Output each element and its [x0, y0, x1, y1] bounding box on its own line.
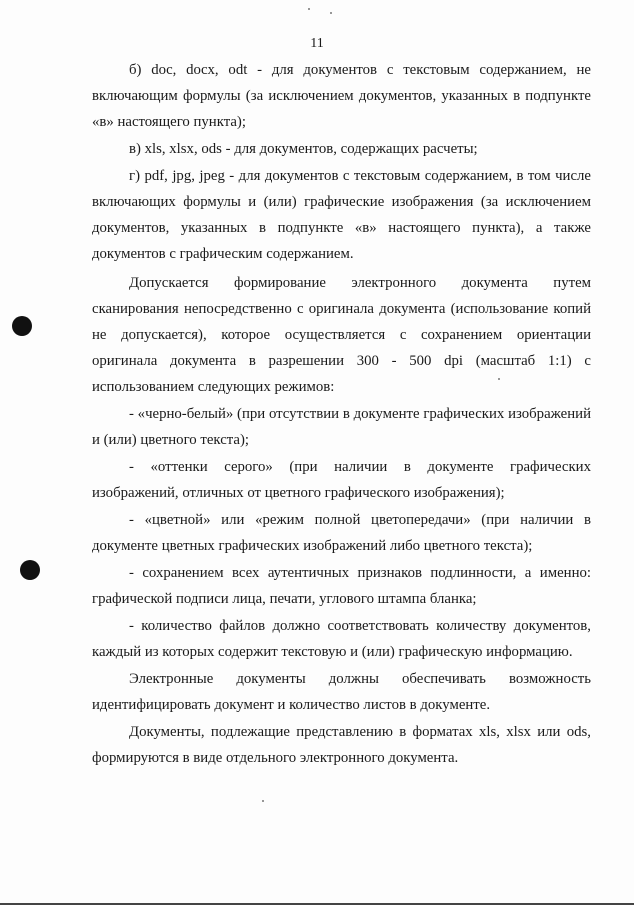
paragraph-v: в) xls, xlsx, ods - для документов, содержащих расчеты;: [129, 141, 478, 157]
scan-speck: [308, 8, 310, 10]
paragraph-g: г) pdf, jpg, jpeg - для документов с текстовым содержанием, в том числе включающих формулы и (или) графические изображения (за исключением документов, указанных в подпункте «в» настоящего пункта), а также документов с графическим содержанием.: [92, 168, 591, 262]
page-number: 11: [310, 36, 324, 51]
paragraph-identification: Электронные документы должны обеспечивать возможность идентифицировать документ и количество листов в документе.: [92, 671, 591, 713]
scan-speck: [330, 12, 332, 14]
paragraph-scanning: Допускается формирование электронного документа путем сканирования непосредственно с оригинала документа (использование копий не допускается), которое осуществляется с сохранением ориентации оригинала документа в разрешении 300 - 500 dpi (масштаб 1:1) с использованием следующих режимов:: [92, 275, 591, 395]
punch-hole-bottom: [20, 560, 40, 580]
paragraph-spreadsheet-format: Документы, подлежащие представлению в форматах xls, xlsx или ods, формируются в виде отдельного электронного документа.: [92, 724, 591, 766]
document-body: [92, 57, 591, 771]
punch-hole-top: [12, 316, 32, 336]
paragraph-b: б) doc, docx, odt - для документов с текстовым содержанием, не включающим формулы (за исключением документов, указанных в подпункте «в» настоящего пункта);: [92, 62, 591, 130]
list-item-file-count: - количество файлов должно соответствовать количеству документов, каждый из которых содержит текстовую и (или) графическую информацию.: [92, 618, 591, 660]
list-item-authenticity: - сохранением всех аутентичных признаков подлинности, а именно: графической подписи лица, печати, углового штампа бланка;: [92, 565, 591, 607]
scan-speck: [262, 800, 264, 802]
list-item-color: - «цветной» или «режим полной цветопередачи» (при наличии в документе цветных графических изображений либо цветного текста);: [92, 512, 591, 554]
list-item-grayscale: - «оттенки серого» (при наличии в документе графических изображений, отличных от цветного графического изображения);: [92, 459, 591, 501]
list-item-bw: - «черно-белый» (при отсутствии в документе графических изображений и (или) цветного текста);: [92, 406, 591, 448]
